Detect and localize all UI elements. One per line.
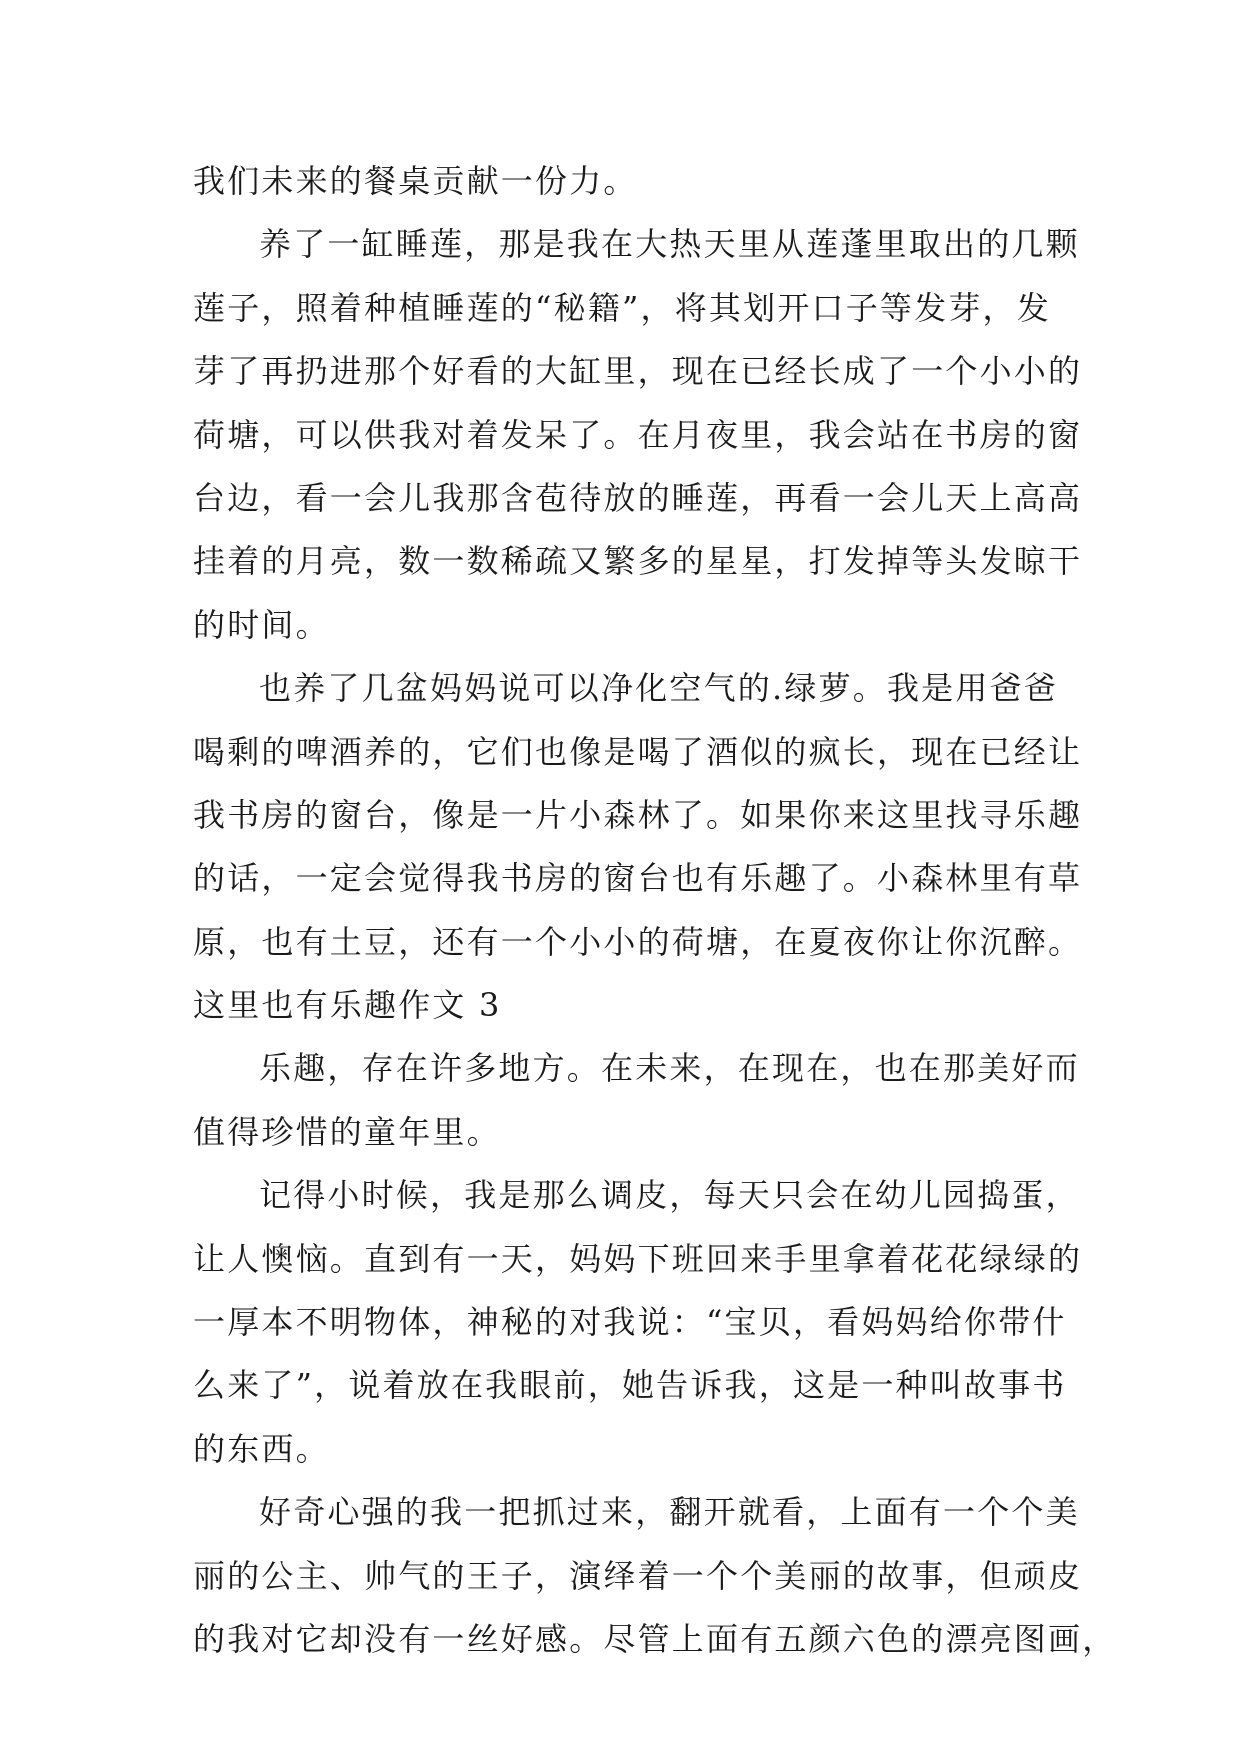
- text-line: 我书房的窗台，像是一片小森林了。如果你来这里找寻乐趣: [193, 795, 1083, 834]
- paragraph-start-line: 养了一缸睡莲，那是我在大热天里从莲蓬里取出的几颗: [259, 225, 1080, 264]
- text-line: 原，也有土豆，还有一个小小的荷塘，在夏夜你让你沉醉。: [193, 922, 1083, 961]
- paragraph-start-line: 也养了几盆妈妈说可以净化空气的.绿萝。我是用爸爸: [259, 669, 1058, 708]
- text-line: 让人懊恼。直到有一天，妈妈下班回来手里拿着花花绿绿的: [193, 1239, 1083, 1278]
- text-line: 丽的公主、帅气的王子，演绎着一个个美丽的故事，但顽皮: [193, 1556, 1083, 1595]
- text-line: 挂着的月亮，数一数稀疏又繁多的星星，打发掉等头发晾干: [193, 542, 1083, 581]
- text-line: 台边，看一会儿我那含苞待放的睡莲，再看一会儿天上高高: [193, 478, 1083, 517]
- text-line: 的话，一定会觉得我书房的窗台也有乐趣了。小森林里有草: [193, 859, 1083, 898]
- text-line: 的我对它却没有一丝好感。尽管上面有五颜六色的漂亮图画，: [193, 1619, 1117, 1658]
- text-line: 一厚本不明物体，神秘的对我说：“宝贝，看妈妈给你带什: [193, 1303, 1067, 1342]
- text-line: 荷塘，可以供我对着发呆了。在月夜里，我会站在书房的窗: [193, 415, 1083, 454]
- text-line: 喝剩的啤酒养的，它们也像是喝了酒似的疯长，现在已经让: [193, 732, 1083, 771]
- text-line: 芽了再扔进那个好看的大缸里，现在已经长成了一个小小的: [193, 352, 1083, 391]
- section-heading: 这里也有乐趣作文 3: [193, 986, 502, 1025]
- essay-body: [193, 150, 1117, 1671]
- text-line: 莲子，照着种植睡莲的“秘籍”，将其划开口子等发芽，发: [193, 288, 1051, 327]
- text-line: 么来了”，说着放在我眼前，她告诉我，这是一种叫故事书: [193, 1366, 1067, 1405]
- paragraph-start-line: 记得小时候，我是那么调皮，每天只会在幼儿园捣蛋，: [259, 1176, 1080, 1215]
- text-line: 的时间。: [193, 605, 330, 644]
- paragraph-start-line: 乐趣，存在许多地方。在未来，在现在，也在那美好而: [259, 1049, 1080, 1088]
- text-line: 值得珍惜的童年里。: [193, 1112, 501, 1151]
- text-line: 的东西。: [193, 1429, 330, 1468]
- text-line: 我们未来的餐桌贡献一份力。: [193, 162, 638, 200]
- paragraph-start-line: 好奇心强的我一把抓过来，翻开就看，上面有一个个美: [259, 1493, 1080, 1532]
